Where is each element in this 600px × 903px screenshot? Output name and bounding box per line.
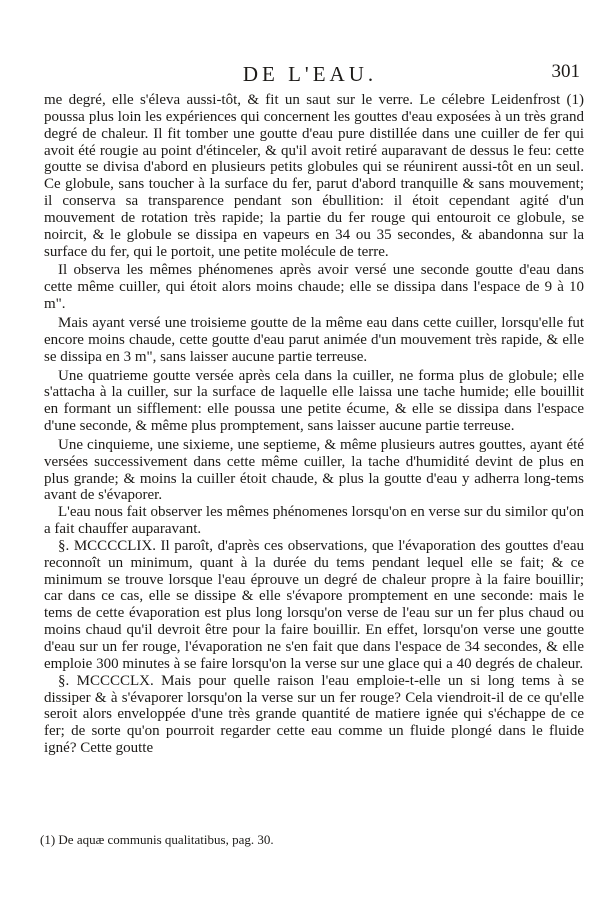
section-mccccclix: §. MCCCCLIX. Il paroît, d'après ces observations, que l'évaporation des gouttes d'eau reconnoît un minimum, quant à la durée du tems pendant lequel elle se fait; & ce minimum se trouve lorsque l'eau éprouve un degré de chaleur propre à la faire bouillir; car dans ce cas, elle se dissipe & elle s'évapore promptement en une seconde: mais le tems de cette évaporation est plus long lorsqu'on verse de l'eau sur un fer plus chaud ou moins chaud qu'il devroit être pour la faire bouillir. En effet, lorsqu'on verse une goutte d'eau sur un fer rouge, l'évaporation ne s'en fait que dans l'espace de 34 secondes, & elle emploie 300 minutes à se faire lorsqu'on la verse sur une glace qui a 40 degrés de chaleur. [44,537,584,672]
paragraph-fourth-drop: Une quatrieme goutte versée après cela dans la cuiller, ne forma plus de globule; elle s'attacha à la cuiller, sur la surface de laquelle elle laissa une tache humide; elle bouillit en formant un sifflement: elle poussa une petite écume, & elle se dissipa dans l'espace d'une seconde, & même plus promptement, sans laisser aucune partie terreuse. [44,367,584,435]
paragraph-further-drops: Une cinquieme, une sixieme, une septieme, & même plusieurs autres gouttes, ayant été versées successivement dans cette même cuiller, la tache d'humidité devint de plus en plus grande; & moins la cuiller étoit chaude, & plus la goutte d'eau y adherra long-tems avant de s'évaporer. [44,436,584,504]
paragraph-third-drop: Mais ayant versé une troisieme goutte de la même eau dans cette cuiller, lorsqu'elle fut encore moins chaude, cette goutte d'eau parut animée d'un mouvement très rapide, & elle se dissipa en 3 m", sans laisser aucune partie terreuse. [44,314,584,365]
running-title: DE L'EAU. [242,62,378,86]
paragraph-similor: L'eau nous fait observer les mêmes phénomenes lorsqu'on en verse sur du similor qu'on a fait chauffer auparavant. [44,504,584,538]
body-text [44,92,584,757]
section-mccccclx: §. MCCCCLX. Mais pour quelle raison l'eau emploie-t-elle un si long tems à se dissiper & à s'évaporer lorsqu'on la verse sur un fer rouge? Cela viendroit-il de ce qu'elle seroit alors enveloppée d'une très grande quantité de matiere ignée qui s'échappe de ce fer; de sorte qu'on pourroit regarder cette eau comme un fluide plongé dans le fluide igné? Cette goutte [44,672,584,757]
paragraph-continuation: me degré, elle s'éleva aussi-tôt, & fit un saut sur le verre. Le célebre Leidenfrost (1) poussa plus loin les expériences qui concernent les gouttes d'eau exposées à un très grand degré de chaleur. Il fit tomber une goutte d'eau pure distillée dans une cuiller de fer qui avoit été rougie au point d'étinceler, & qu'il avoit retiré auparavant de dessus le feu: cette goutte se divisa d'abord en plusieurs petits globules qui se réunirent aussi-tôt en un seul. Ce globule, sans toucher à la surface du fer, parut d'abord tranquille & sans mouvement; il conserva sa transparence pendant son ébullition: il étoit cependant agité d'un mouvement de rotation très rapide; la partie du fer rouge qui entouroit ce globule, se noircit, & le globule se dissipa en vapeurs en 34 ou 35 secondes, & abandonna sur la surface du fer, qui le portoit, une petite molécule de terre. [44,92,584,260]
footnote: (1) De aquæ communis qualitatibus, pag. 30. [40,832,274,847]
running-head [40,62,580,86]
page-number: 301 [551,61,580,82]
paragraph-second-drop: Il observa les mêmes phénomenes après avoir versé une seconde goutte d'eau dans cette même cuiller, qui étoit alors moins chaude; elle se dissipa dans l'espace de 9 à 10 m". [44,262,584,313]
